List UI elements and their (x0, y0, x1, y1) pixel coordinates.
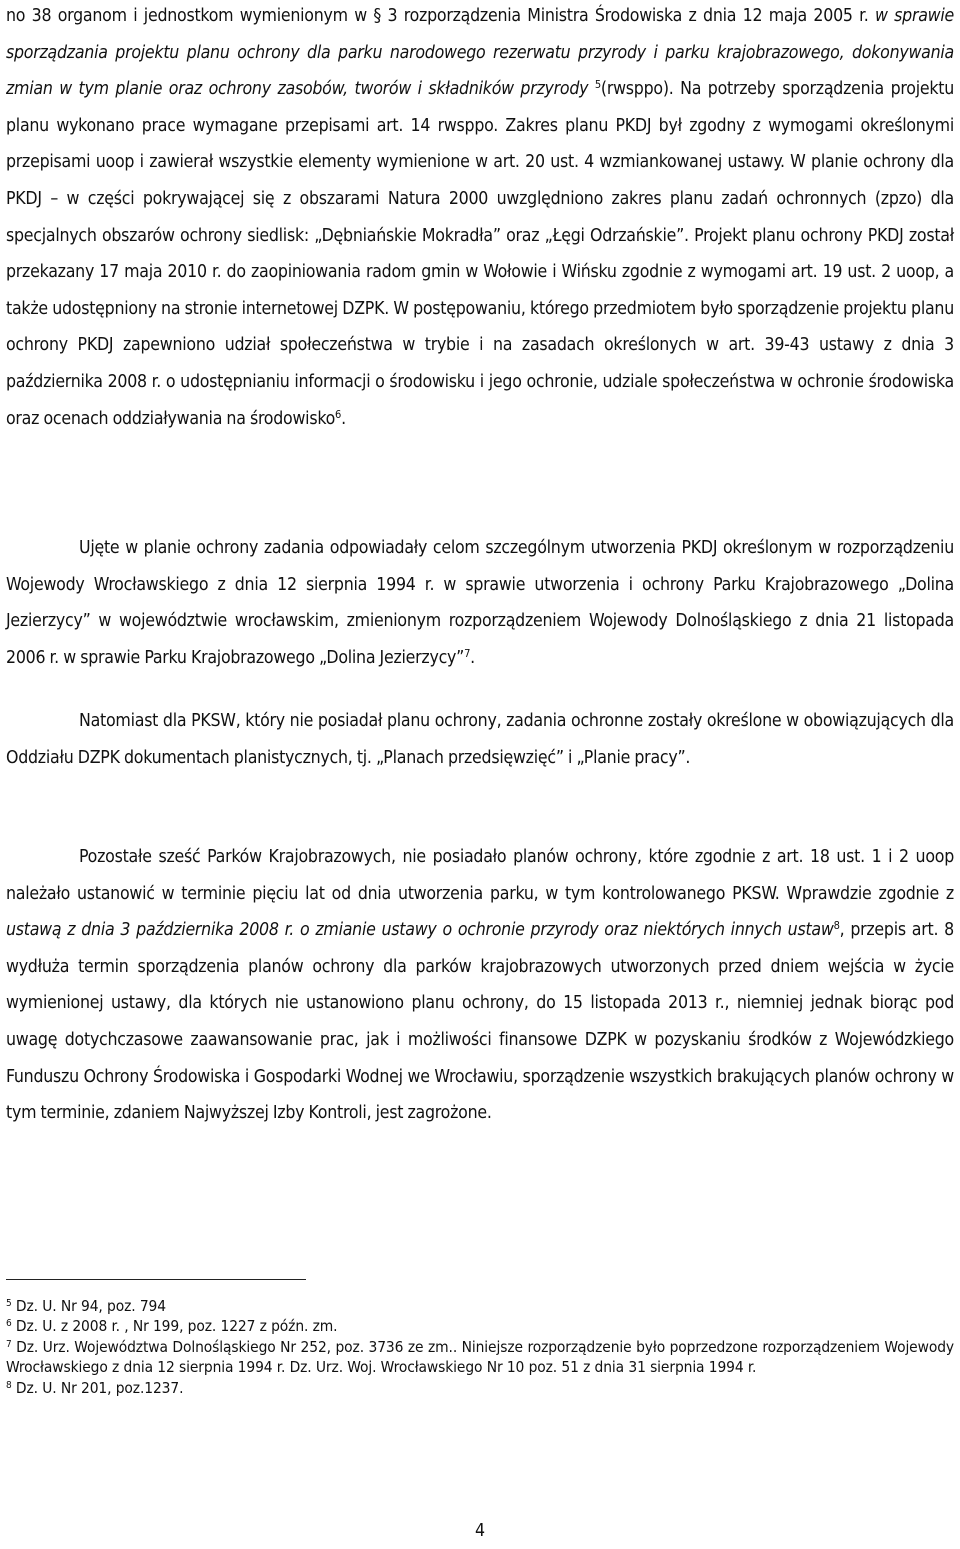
footnote-separator (6, 1279, 306, 1280)
page-number: 4 (474, 1521, 486, 1541)
footnote-text: Dz. Urz. Województwa Dolnośląskiego Nr 252, poz. 3736 ze zm.. Niniejsze rozporządzenie było poprzedzone rozporządzeniem Wojewody Wrocławskiego z dnia 12 sierpnia 1994 r. Dz. Urz. Woj. Wrocławskiego Nr 10 poz. 51 z dnia 31 sierpnia 1994 r. (6, 1337, 954, 1377)
footnotes-section (6, 1296, 954, 1398)
paragraph-4-text-start: Pozostałe sześć Parków Krajobrazowych, nie posiadało planów ochrony, które zgodnie z art. 18 ust. 1 i 2 uoop należało ustanowić w terminie pięciu lat od dnia utworzenia parku, w tym kontrolowanego PKSW. Wprawdzie zgodnie z (6, 847, 954, 904)
paragraph-4-text-main: , przepis art. 8 wydłuża termin sporządzenia planów ochrony dla parków krajobrazowych utworzonych przed dniem wejścia w życie wymienionej ustawy, dla których nie ustanowiono planu ochrony, do 15 listopada 2013 r., niemniej jednak biorąc pod uwagę dotychczasowe zaawansowanie prac, jak i możliwości finansowe DZPK w pozyskaniu środków z Wojewódzkiego Funduszu Ochrony Środowiska i Gospodarki Wodnej we Wrocławiu, sporządzenie wszystkich brakujących planów ochrony w tym terminie, zdaniem Najwyższej Izby Kontroli, jest zagrożone. (6, 920, 954, 1124)
regulation-title-italic: w sprawie sporządzania projektu planu ochrony dla parku narodowego rezerwatu przyrody i parku krajobrazowego, dokonywania zmian w tym planie oraz ochrony zasobów, tworów i składników przyrody (6, 6, 954, 100)
footnote-text: Dz. U. Nr 94, poz. 794 (11, 1297, 166, 1315)
paragraph-2 (6, 530, 954, 676)
footnote-number: 6 (6, 1318, 12, 1330)
paragraph-2-end: . (470, 647, 475, 668)
footnote-6 (6, 1316, 954, 1336)
footnote-text: Dz. U. z 2008 r. , Nr 199, poz. 1227 z późn. zm. (11, 1317, 338, 1336)
footnote-ref-5[interactable]: 5 (594, 78, 601, 92)
footnote-ref-7[interactable]: 7 (464, 646, 471, 660)
paragraph-3-text: Natomiast dla PKSW, który nie posiadał planu ochrony, zadania ochronne zostały określone w obowiązujących dla Oddziału DZPK dokumentach planistycznych, tj. „Planach przedsięwzięć” i „Planie pracy”. (6, 711, 954, 768)
footnote-text: Dz. U. Nr 201, poz.1237. (11, 1378, 184, 1397)
footnote-7 (6, 1337, 954, 1378)
paragraph-1-text-start: no 38 organom i jednostkom wymienionym w § 3 rozporządzenia Ministra Środowiska z dnia 12 maja 2005 r. (6, 6, 876, 26)
footnote-8 (6, 1378, 954, 1398)
paragraph-2-text: Ujęte w planie ochrony zadania odpowiadały celom szczególnym utworzenia PKDJ określonym w rozporządzeniu Wojewody Wrocławskiego z dnia 12 sierpnia 1994 r. w sprawie utworzenia i ochrony Parku Krajobrazowego „Dolina Jezierzycy” w województwie wrocławskim, zmienionym rozporządzeniem Wojewody Dolnośląskiego z dnia 21 listopada 2006 r. w sprawie Parku Krajobrazowego „Dolina Jezierzycy” (6, 538, 954, 668)
paragraph-1 (6, 0, 954, 437)
footnote-number: 7 (6, 1338, 12, 1350)
paragraph-3 (6, 703, 954, 776)
paragraph-4 (6, 839, 954, 1132)
footnote-ref-6[interactable]: 6 (335, 407, 342, 421)
paragraph-1-text-main: (rwsppo). Na potrzeby sporządzenia projektu planu wykonano prace wymagane przepisami art. 14 rwsppo. Zakres planu PKDJ był zgodny z wymogami określonymi przepisami uoop i zawierał wszystkie elementy wymienione w art. 20 ust. 4 wzmiankowanej ustawy. W planie ochrony dla PKDJ – w części pokrywającej się z obszarami Natura 2000 uwzględniono zakres planu zadań ochronnych (zpzo) dla specjalnych obszarów ochrony siedlisk: „Dębniańskie Mokradła” oraz „Łęgi Odrzańskie”. Projekt planu ochrony PKDJ został przekazany 17 maja 2010 r. do zaopiniowania radom gmin w Wołowie i Wińsku zgodnie z wymogami art. 19 ust. 2 uoop, a także udostępniony na stronie internetowej DZPK. W postępowaniu, którego przedmiotem było sporządzenie projektu planu ochrony PKDJ zapewniono udział społeczeństwa w trybie i na zasadach określonych w art. 39-43 ustawy z dnia 3 października 2008 r. o udostępnianiu informacji o środowisku i jego ochronie, udziale społeczeństwa w ochronie środowiska oraz ocenach oddziaływania na środowisko (6, 79, 954, 429)
footnote-number: 5 (6, 1298, 12, 1309)
act-title-italic: ustawą z dnia 3 października 2008 r. o zmianie ustawy o ochronie przyrody oraz niektórych innych ustaw (6, 920, 834, 941)
footnote-ref-8[interactable]: 8 (833, 919, 840, 933)
footnote-number: 8 (6, 1379, 12, 1391)
footnote-5 (6, 1296, 954, 1316)
paragraph-1-text-end: . (341, 408, 346, 429)
